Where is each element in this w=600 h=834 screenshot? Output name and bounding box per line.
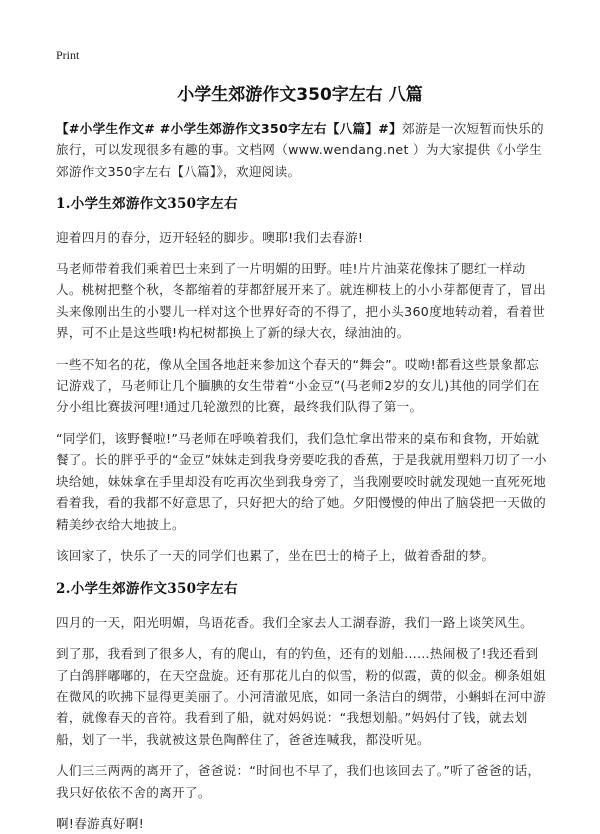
paragraph: “同学们，该野餐啦!”马老师在呼唤着我们，我们急忙拿出带来的桌布和食物，开始就餐了。长的胖乎乎的“金豆”妹妹走到我身旁要吃我的香蕉，于是我就用塑料刀切了一小块给她，妹妹拿在手里却没有吃再次坐到我身旁了，当我刚要咬时就发现她一直死死地看着我，看的我都不好意思了，只好把大的给了她。夕阳慢慢的伸出了脑袋把一天做的精美纱衣给大地披上。 [56,430,547,532]
paragraph: 迎着四月的春分，迈开轻轻的脚步。噢耶!我们去春游! [56,229,364,245]
document-title: 小学生郊游作文350字左右 八篇 [177,85,423,105]
section-heading-2: 2.小学生郊游作文350字左右 [56,581,238,598]
section-heading-1: 1.小学生郊游作文350字左右 [56,196,238,213]
paragraph: 一些不知名的花，像从全国各地赶来参加这个春天的“舞会”。哎呦!都看这些景象都忘记游戏了，马老师让几个腼腆的女生带着“小金豆”(马老师2岁的女儿)其他的同学们在分小组比赛拔河哩!通过几轮激烈的比赛，最终我们队得了第一。 [56,356,540,415]
intro-text: 郊游是一次短暂而快乐的旅行，可以发现很多有趣的事。文档网（www.wendang.net ）为大家提供《小学生郊游作文350字左右【八篇】》，欢迎阅读。 [56,121,544,179]
paragraph: 四月的一天，阳光明媚，鸟语花香。我们全家去人工湖春游，我们一路上谈笑风生。 [56,614,534,630]
paragraph: 人们三三两两的离开了，爸爸说：“时间也不早了，我们也该回去了。”听了爸爸的话，我只好依依不舍的离开了。 [56,763,541,800]
paragraph: 该回家了，快乐了一天的同学们也累了，坐在巴士的椅子上，做着香甜的梦。 [56,547,495,563]
intro-tag: 【#小学生作文# #小学生郊游作文350字左右【八篇】#】 [56,121,403,136]
paragraph: 马老师带着我们乘着巴士来到了一片明媚的田野。哇!片片油菜花像抹了腮红一样动人。桃树把整个秋，冬都缩着的芽都舒展开来了。就连柳枝上的小小芽都便青了，冒出头来像刚出生的小婴儿一样对这个世界好奇的不得了，把小头360度地转动着，看着世界，可不止是这些哦!构杞树都换上了新的绿大衣，绿油油的。 [56,261,546,341]
paragraph: 到了那，我看到了很多人，有的爬山，有的钓鱼，还有的划船……热闹极了!我还看到了白鸽胖嘟嘟的，在天空盘旋。还有那花儿白的似雪，粉的似霞，黄的似金。柳条姐姐在微风的吹拂下显得更美丽了。小河清澈见底，如同一条洁白的绸带，小蝌蚪在河中游着，就像春天的音符。我看到了船，就对妈妈说：“我想划船。”妈妈付了钱，就去划船，划了一半，我就被这景色陶醉住了，爸爸连喊我，都没听见。 [56,646,546,747]
paragraph: 啊!春游真好啊! [56,815,145,831]
intro-paragraph [56,118,548,182]
document-body [56,118,548,834]
print-link[interactable]: Print [56,48,80,62]
